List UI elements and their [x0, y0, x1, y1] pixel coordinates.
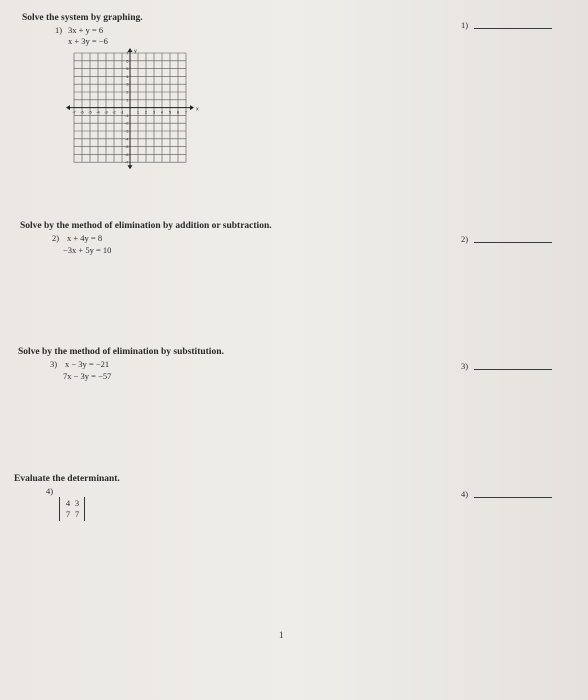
section-heading-determinant: Evaluate the determinant.: [14, 474, 120, 484]
answer-line: [474, 496, 552, 498]
y-tick-label: -1: [124, 112, 129, 118]
equation: x − 3y = −21: [65, 359, 110, 369]
answer-label: 1): [461, 20, 469, 30]
equation: x + 4y = 8: [67, 233, 103, 243]
answer-label: 4): [461, 489, 469, 499]
x-tick-label: -2: [112, 109, 116, 115]
y-tick-label: 2: [126, 89, 129, 95]
equation: 7x − 3y = −57: [63, 371, 112, 381]
answer-blank[interactable]: [461, 20, 552, 30]
x-tick-label: 7: [184, 109, 188, 115]
answer-line: [474, 241, 552, 243]
x-axis-arrow-left: [66, 105, 70, 110]
y-axis-label: y: [134, 48, 137, 55]
y-tick-label: 7: [126, 50, 129, 56]
problem-number: 2): [52, 233, 60, 243]
answer-label: 3): [461, 361, 469, 371]
y-tick-label: -6: [124, 151, 129, 157]
determinant-bar-right: [84, 497, 85, 521]
y-tick-label: 3: [126, 81, 129, 87]
y-tick-label: 6: [126, 58, 129, 64]
y-tick-label: -4: [124, 136, 129, 142]
x-tick-label: 5: [168, 109, 172, 115]
x-tick-label: -4: [96, 109, 100, 115]
answer-line: [474, 27, 552, 29]
page-number: 1: [279, 630, 284, 640]
answer-blank[interactable]: [461, 361, 552, 371]
problem-number: 4): [46, 486, 54, 496]
determinant-matrix: [57, 497, 91, 521]
coordinate-grid: [64, 48, 204, 178]
y-axis-arrow-down: [128, 165, 133, 169]
x-tick-label: -1: [120, 109, 124, 115]
section-heading-elimination: Solve by the method of elimination by addition or subtraction.: [20, 221, 272, 231]
equation: 3x + y = 6: [68, 25, 104, 35]
answer-line: [474, 368, 552, 370]
y-tick-label: 1: [126, 97, 129, 103]
x-axis-arrow-right: [190, 105, 194, 110]
x-tick-label: -7: [72, 109, 76, 115]
x-tick-label: -6: [80, 109, 84, 115]
problem-number: 3): [50, 359, 58, 369]
y-tick-label: -5: [124, 144, 129, 150]
x-tick-label: 4: [160, 109, 164, 115]
matrix-cell: 3: [74, 498, 80, 508]
equation: −3x + 5y = 10: [63, 245, 112, 255]
determinant-bar-left: [59, 497, 60, 521]
answer-blank[interactable]: [461, 234, 552, 244]
x-tick-label: 6: [176, 109, 180, 115]
x-tick-label: -3: [104, 109, 108, 115]
coordinate-grid-svg: [64, 48, 204, 178]
y-tick-label: 5: [126, 66, 129, 72]
problem-number: 1): [55, 25, 63, 35]
x-tick-label: 1: [136, 109, 140, 115]
equation: x + 3y = −6: [68, 36, 108, 46]
x-tick-label: -5: [88, 109, 92, 115]
section-heading-substitution: Solve by the method of elimination by substitution.: [18, 347, 224, 357]
matrix-cell: 7: [74, 509, 80, 519]
y-tick-label: 4: [126, 73, 129, 79]
answer-label: 2): [461, 234, 469, 244]
x-axis-label: x: [196, 106, 199, 113]
matrix-cell: 7: [65, 509, 71, 519]
y-tick-label: -2: [124, 120, 129, 126]
section-heading-graphing: Solve the system by graphing.: [22, 13, 143, 23]
x-tick-label: 2: [144, 109, 148, 115]
x-tick-label: 3: [152, 109, 156, 115]
y-tick-label: -3: [124, 128, 129, 134]
y-tick-label: -7: [124, 159, 129, 165]
answer-blank[interactable]: [461, 489, 552, 499]
matrix-cell: 4: [65, 498, 71, 508]
